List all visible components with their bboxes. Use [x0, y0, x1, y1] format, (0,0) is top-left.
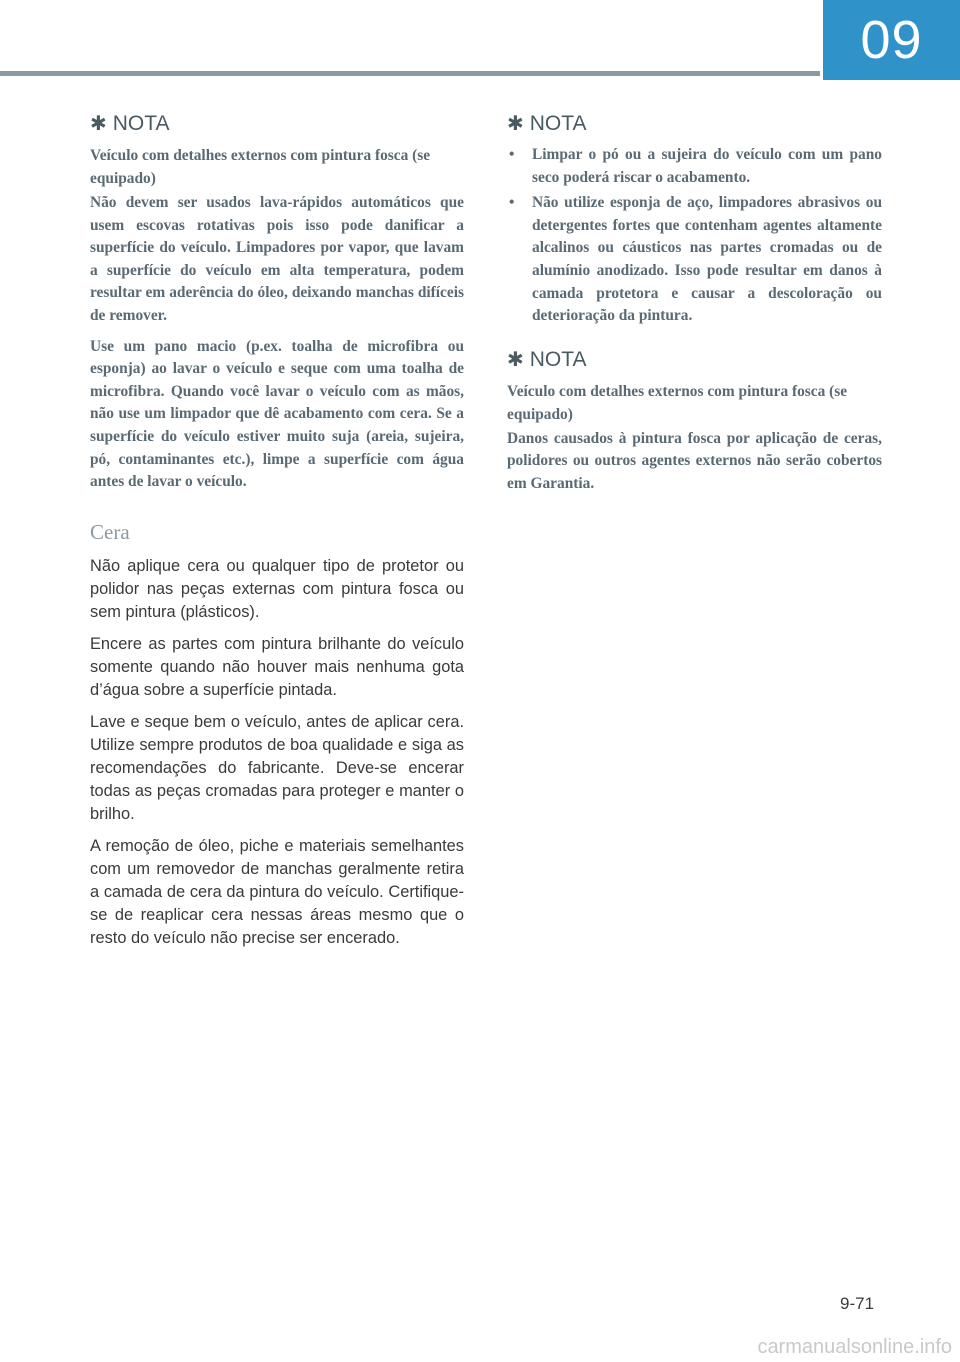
bullet-icon: •	[509, 194, 515, 212]
bullet-icon: •	[509, 146, 515, 163]
list-item-text: Limpar o pó ou a sujeira do veículo com um pano seco poderá riscar o acabamento.	[532, 146, 882, 186]
asterisk-icon: ✱	[507, 348, 524, 371]
watermark: carmanualsonline.info	[757, 1336, 952, 1358]
note-subtitle: Veículo com detalhes externos com pintura fosca (se equipado)	[507, 382, 848, 423]
note-heading	[90, 112, 464, 136]
note-heading	[507, 112, 882, 136]
list-item-text: Não utilize esponja de aço, limpadores abrasivos ou detergentes fortes que contenham agentes altamente alcalinos ou cáusticos nas partes cromadas ou de alumínio anodizado. Isso pode resultar em danos à camada protetora e causar a descoloração ou deterioração da pintura.	[532, 194, 882, 325]
header-rule	[0, 71, 820, 76]
note-bullet-list	[507, 144, 882, 328]
body-paragraph: Não aplique cera ou qualquer tipo de protetor ou polidor nas peças externas com pintura fosca ou sem pintura (plásticos).	[90, 556, 464, 621]
note-heading	[507, 348, 882, 372]
note-subtitle: Veículo com detalhes externos com pintura fosca (se equipado)	[90, 147, 431, 187]
chapter-tab: 09	[823, 0, 960, 80]
note-title: NOTA	[112, 112, 170, 135]
asterisk-icon: ✱	[507, 113, 524, 135]
body-paragraph: Lave e seque bem o veículo, antes de aplicar cera. Utilize sempre produtos de boa qualidade e siga as recomendações do fabricante. Deve-se encerar todas as peças cromadas para proteger e manter o brilho.	[90, 712, 464, 823]
list-item	[507, 144, 882, 189]
list-item	[507, 192, 882, 328]
note-title: NOTA	[529, 112, 587, 135]
note-paragraph: Não devem ser usados lava-rápidos automáticos que usem escovas rotativas pois isso pode danificar a superfície do veículo. Limpadores por vapor, que lavam a superfície do veículo em alta temperatura, podem resultar em aderência do óleo, deixando manchas difíceis de remover.	[90, 194, 464, 324]
body-paragraph: A remoção de óleo, piche e materiais semelhantes com um removedor de manchas geralmente retira a camada de cera da pintura do veículo. Certifique-se de reaplicar cera nessas áreas mesmo que o resto do veículo não precise ser encerado.	[90, 836, 464, 947]
body-paragraph: Encere as partes com pintura brilhante do veículo somente quando não houver mais nenhuma gota d’água sobre a superfície pintada.	[90, 634, 464, 699]
note-title: NOTA	[529, 347, 587, 371]
section-title: Cera	[90, 519, 130, 544]
note-paragraph: Danos causados à pintura fosca por aplicação de ceras, polidores ou outros agentes externos não serão cobertos em Garantia.	[507, 429, 882, 492]
note-paragraph: Use um pano macio (p.ex. toalha de microfibra ou esponja) ao lavar o veículo e seque com uma toalha de microfibra. Quando você lavar o veículo com as mãos, não use um limpador que dê acabamento com cera. Se a superfície do veículo estiver muito suja (areia, sujeira, pó, contaminantes etc.), limpe a superfície com água antes de lavar o veículo.	[90, 337, 464, 491]
right-column	[507, 112, 882, 504]
page-number: 9-71	[840, 1294, 875, 1313]
asterisk-icon: ✱	[90, 113, 107, 135]
left-column	[90, 112, 464, 959]
